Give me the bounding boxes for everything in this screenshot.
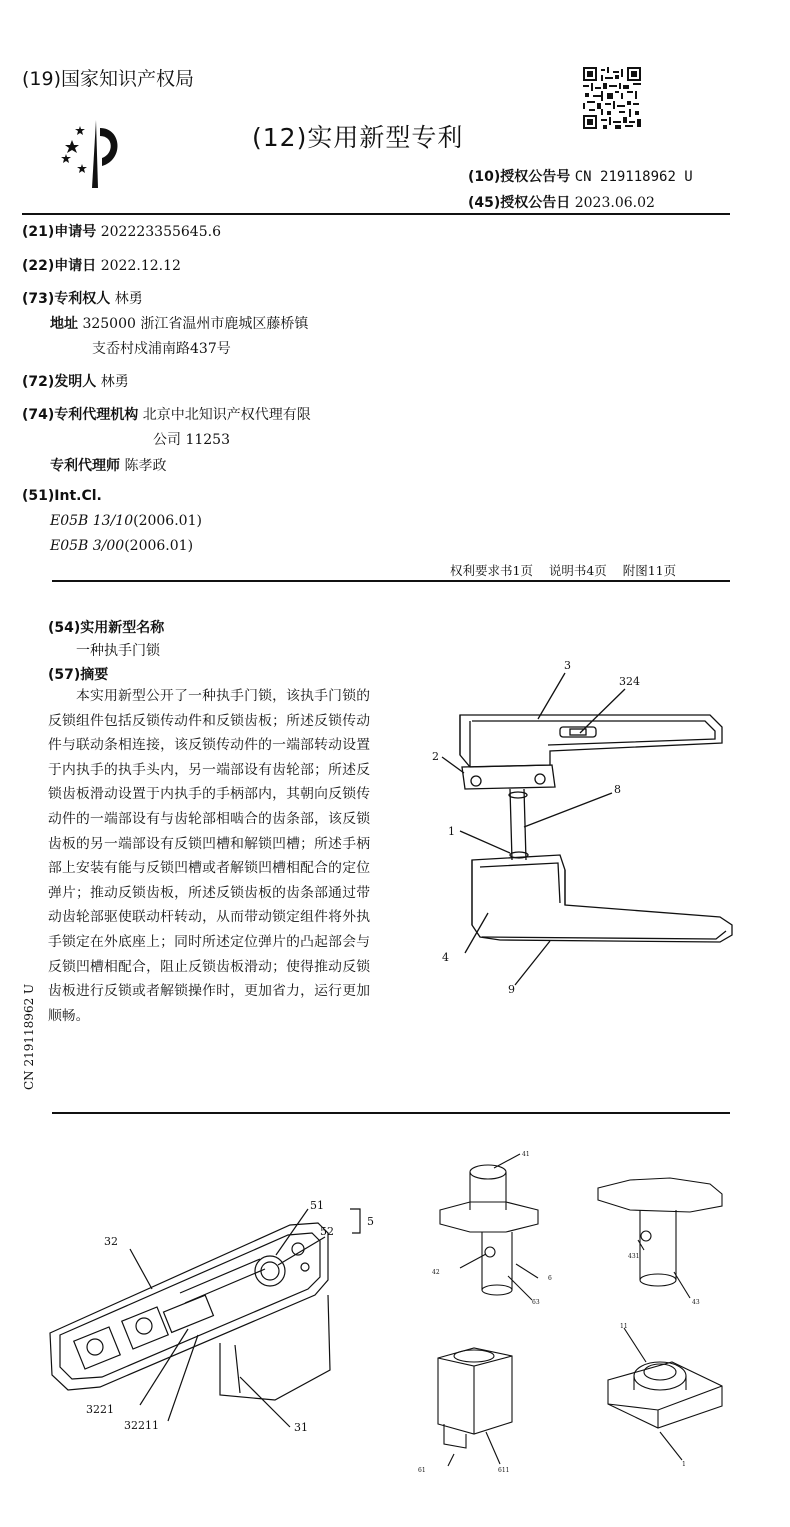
- app-no-row: [22, 221, 221, 241]
- fig-label-3221: 3221: [86, 1403, 114, 1416]
- pub-number: CN 219118962 U: [574, 169, 693, 185]
- agency-row: [22, 404, 311, 424]
- fig-label-4: 4: [442, 951, 449, 964]
- fig-label-1: 1: [448, 825, 455, 838]
- fig-label-41: 41: [522, 1151, 530, 1158]
- office-name: (19)国家知识产权局: [22, 68, 195, 90]
- fig-label-42: 42: [432, 1269, 440, 1276]
- abstract-label-text: (57)摘要: [48, 667, 109, 683]
- fig-label-324: 324: [619, 675, 640, 688]
- pages-info: 权利要求书1页 说明书4页 附图11页: [450, 563, 677, 578]
- ipc-row-2: [50, 538, 193, 554]
- fig-label-9: 9: [508, 983, 515, 996]
- header-rule: [22, 213, 730, 215]
- agency-line1: 北京中北知识产权代理有限: [142, 407, 311, 423]
- app-no-label: (21)申请号: [22, 224, 97, 240]
- qr-code: [583, 67, 641, 129]
- ipc-row-1: [50, 513, 202, 529]
- fig-label-63: 63: [532, 1299, 540, 1306]
- patentee: 林勇: [114, 291, 143, 307]
- title-label: [48, 617, 164, 637]
- app-date: 2022.12.12: [100, 258, 181, 274]
- pub-number-row: [468, 166, 693, 186]
- inventor: 林勇: [100, 374, 129, 390]
- inventor-row: [22, 371, 129, 391]
- fig-label-8: 8: [614, 783, 621, 796]
- fig-label-61: 61: [418, 1467, 426, 1474]
- invention-title: 一种执手门锁: [76, 643, 160, 659]
- pub-date: 2023.06.02: [574, 195, 655, 211]
- app-date-row: [22, 255, 181, 275]
- address-label: 地址: [50, 316, 78, 332]
- ipc-code-1: E05B 13/10: [50, 513, 134, 529]
- biblio-rule: [52, 580, 730, 582]
- ipc-code-2: E05B 3/00: [50, 538, 125, 554]
- patentee-row: [22, 288, 143, 308]
- figure-component-a: [420, 1150, 570, 1310]
- ipc-label: [22, 488, 102, 504]
- figure-handle: [420, 655, 750, 1000]
- figure-component-c: [410, 1338, 560, 1478]
- fig-label-2: 2: [432, 750, 439, 763]
- abstract-text: 本实用新型公开了一种执手门锁，该执手门锁的反锁组件包括反锁传动件和反锁齿板；所述反锁传动件与联动条相连接，该反锁传动件的一端部转动设置于内执手的执手头内，另一端部设有齿轮部；所述反锁齿板滑动设置于内执手的手柄部内，其朝向反锁传动件的一端部设有与齿轮部相啮合的齿条部，该反锁齿板的另一端部设有反锁凹槽和解锁凹槽；所述手柄部上安装有能与反锁凹槽或者解锁凹槽相配合的定位弹片；推动反锁齿板，所述反锁齿板的齿条部通过带动齿轮部驱使联动杆转动，从而带动锁定组件将外执手锁定在外底座上；同时所述定位弹片的凸起部会与反锁凹槽相配合，阻止反锁齿板滑动；使得推动反锁齿板进行反锁或者解锁操作时，更加省力，运行更加顺畅。: [48, 688, 370, 1024]
- fig-label-1b: 1: [682, 1461, 686, 1468]
- pub-date-row: [468, 192, 655, 212]
- patentee-label: (73)专利权人: [22, 291, 111, 307]
- fig-label-31: 31: [294, 1421, 308, 1434]
- fig-label-3: 3: [564, 659, 571, 672]
- abstract-rule: [52, 1112, 730, 1114]
- fig-label-32211: 32211: [124, 1419, 159, 1432]
- fig-label-52: 52: [320, 1225, 334, 1238]
- ipc-ver-1: (2006.01): [133, 513, 202, 529]
- address-line2: 支岙村戍浦南路437号: [92, 341, 231, 357]
- address-row: [50, 313, 308, 333]
- pub-date-label: (45)授权公告日: [468, 195, 571, 211]
- pub-number-label: (10)授权公告号: [468, 169, 571, 185]
- figure-component-b: [590, 1170, 740, 1315]
- abstract-label: [48, 664, 108, 684]
- agent: 陈孝政: [124, 458, 167, 474]
- agent-label: 专利代理师: [50, 458, 120, 474]
- ipc-label-text: (51)Int.Cl.: [22, 488, 102, 504]
- address-line1: 325000 浙江省温州市鹿城区藤桥镇: [82, 316, 309, 332]
- agency-line2: 公司 11253: [153, 432, 230, 448]
- fig-label-51: 51: [310, 1199, 324, 1212]
- fig-label-43: 43: [692, 1299, 700, 1306]
- fig-label-11: 11: [620, 1323, 628, 1330]
- ipc-ver-2: (2006.01): [124, 538, 194, 554]
- side-pub-code: CN 219118962 U: [22, 983, 36, 1090]
- fig-label-431: 431: [628, 1253, 640, 1260]
- fig-label-5: 5: [367, 1215, 374, 1228]
- fig-label-32: 32: [104, 1235, 118, 1248]
- fig-label-6: 6: [548, 1275, 552, 1282]
- figure-handle-interior: [40, 1195, 400, 1455]
- app-no: 202223355645.6: [100, 224, 221, 240]
- inventor-label: (72)发明人: [22, 374, 97, 390]
- fig-label-611: 611: [498, 1467, 510, 1474]
- app-date-label: (22)申请日: [22, 258, 97, 274]
- document-type: (12)实用新型专利: [252, 123, 464, 152]
- cnipa-logo: [58, 118, 128, 190]
- agent-row: [50, 455, 166, 475]
- agency-label: (74)专利代理机构: [22, 407, 139, 423]
- figure-component-d: [590, 1320, 740, 1470]
- title-label-text: (54)实用新型名称: [48, 620, 165, 636]
